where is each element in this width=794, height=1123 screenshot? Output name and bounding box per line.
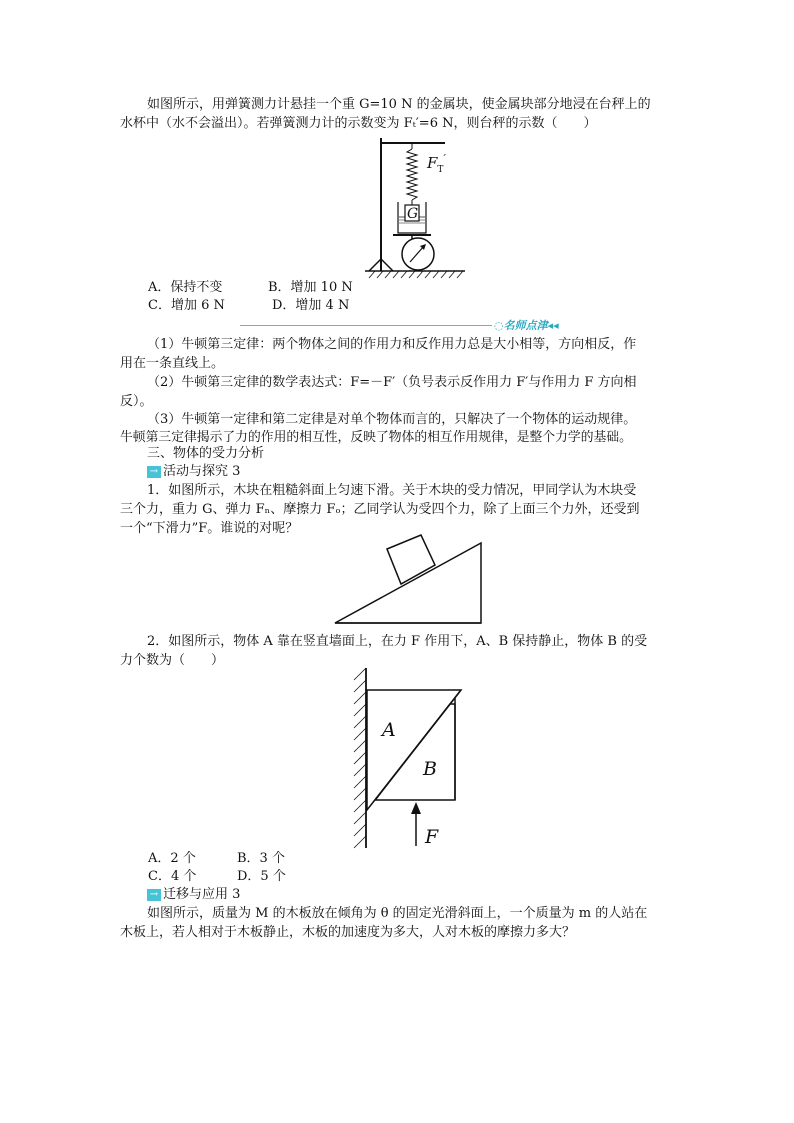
activity-q2-line1: 2．如图所示，物体 A 靠在竖直墙面上，在力 F 作用下，A、B 保持静止，物体 B 的受 — [147, 634, 648, 649]
activity-tag-icon: → — [147, 466, 161, 478]
label-b: B — [423, 758, 437, 780]
activity-q1-line1: 1．如图所示，木块在粗糙斜面上匀速下滑。关于木块的受力情况，甲同学认为木块受 — [147, 483, 637, 498]
option-c[interactable]: C．增加 6 N — [148, 298, 225, 313]
transfer-heading — [147, 885, 676, 904]
label-f: F — [425, 826, 439, 848]
note-1-line2: 用在一条直线上。 — [120, 356, 225, 371]
option-b[interactable]: B．增加 10 N — [268, 280, 353, 295]
transfer-line1: 如图所示，质量为 M 的木板放在倾角为 θ 的固定光滑斜面上，一个质量为 m 的人站在 — [147, 906, 648, 921]
option2-b[interactable]: B．3 个 — [237, 851, 285, 866]
divider-label: ◌名师点津◂◂ — [494, 319, 559, 332]
note-2-line1: （2）牛顿第三定律的数学表达式：F=－F′（负号表示反作用力 F′与作用力 F 方向相 — [147, 375, 637, 390]
note-2-line2: 反）。 — [120, 394, 153, 409]
activity-title: 活动与探究 3 — [163, 464, 241, 479]
option2-d[interactable]: D．5 个 — [237, 869, 286, 884]
section-title: 三、物体的受力分析 — [147, 446, 265, 461]
transfer-title: 迁移与应用 3 — [163, 887, 241, 902]
force-ft-label: $F_T'$ — [427, 152, 446, 175]
question-spring-line1: 如图所示，用弹簧测力计悬挂一个重 G=10 N 的金属块，使金属块部分地浸在台秤上的 — [147, 97, 651, 112]
note-1-line1: （1）牛顿第三定律：两个物体之间的作用力和反作用力总是大小相等，方向相反，作 — [147, 337, 637, 352]
activity-q1-line2: 三个力，重力 G、弹力 Fₙ、摩擦力 Fₒ；乙同学认为受四个力，除了上面三个力外，还受到 — [120, 502, 640, 517]
option2-a[interactable]: A．2 个 — [148, 851, 196, 866]
note-3-line2: 牛顿第三定律揭示了力的作用的相互性，反映了物体的相互作用规律，是整个力学的基础。 — [120, 430, 632, 445]
activity-q1-line3: 一个“下滑力”F。谁说的对呢？ — [120, 521, 299, 536]
option-a[interactable]: A．保持不变 — [148, 280, 223, 295]
option-d[interactable]: D．增加 4 N — [272, 298, 350, 313]
activity-heading — [147, 462, 676, 481]
activity-q2-line2: 力个数为（ ） — [120, 653, 225, 668]
wall-blocks-figure — [350, 668, 470, 850]
label-a: A — [382, 719, 396, 741]
question-spring-line2: 水杯中（水不会溢出）。若弹簧测力计的示数变为 Fₜ′=6 N，则台秤的示数（ ） — [120, 116, 597, 131]
divider-line — [240, 325, 492, 326]
block-g-label: G — [407, 206, 419, 222]
transfer-line2: 木板上，若人相对于木板静止，木板的加速度为多大，人对木板的摩擦力多大？ — [120, 925, 576, 940]
transfer-tag-icon: → — [147, 889, 161, 901]
note-3-line1: （3）牛顿第一定律和第二定律是对单个物体而言的，只解决了一个物体的运动规律。 — [147, 412, 637, 427]
incline-block-figure — [335, 535, 483, 625]
option2-c[interactable]: C．4 个 — [148, 869, 197, 884]
